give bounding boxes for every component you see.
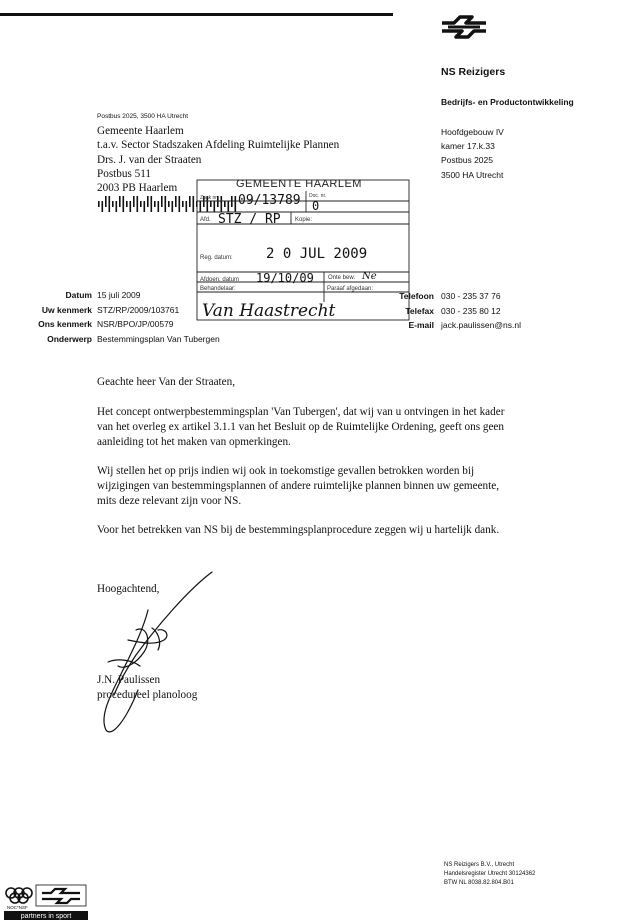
- footer-logo-sub: NOC*NSF: [7, 905, 28, 910]
- barcode-bar: [168, 201, 170, 207]
- recipient-line: t.a.v. Sector Stadszaken Afdeling Ruimtelijke Plannen: [97, 139, 340, 152]
- footer-line: NS Reizigers B.V., Utrecht: [444, 862, 515, 868]
- footer-line: BTW NL 8038.82.804.B01: [444, 879, 514, 886]
- barcode-bar: [98, 201, 100, 207]
- address-line: 3500 HA Utrecht: [441, 169, 504, 180]
- barcode-bar: [140, 201, 142, 207]
- barcode-bar: [116, 201, 118, 212]
- paragraph-line: Wij stellen het op prijs indien wij ook in toekomstige gevallen betrokken worden bij: [97, 465, 475, 477]
- contact-value: 030 - 235 80 12: [441, 305, 501, 316]
- paragraph-line: aanleiding tot het maken van opmerkingen.: [97, 436, 291, 449]
- stamp-onte-value: Ne: [362, 271, 377, 282]
- meta-values: [97, 288, 220, 346]
- address-line: kamer 17.k.33: [441, 141, 495, 152]
- paragraph-2: [97, 464, 583, 510]
- barcode-bar: [193, 196, 195, 212]
- barcode-bar: [151, 196, 153, 212]
- stamp-title: GEMEENTE HAARLEM: [236, 178, 362, 190]
- meta-label: Datum: [65, 290, 92, 300]
- ns-small-logo-icon: [36, 885, 86, 906]
- address-line: Hoofdgebouw IV: [441, 127, 504, 137]
- meta-value: Bestemmingsplan Van Tubergen: [97, 333, 220, 344]
- partners-in-sport-logo: [3, 883, 89, 920]
- department: Bedrijfs- en Productontwikkeling: [441, 97, 574, 107]
- barcode-bar: [133, 196, 135, 207]
- address-line: Postbus 2025: [441, 155, 493, 166]
- sender-line: Postbus 2025, 3500 HA Utrecht: [97, 113, 189, 120]
- meta-label: Onderwerp: [47, 333, 92, 344]
- paragraph-line: wijzigingen van bestemmingsplannen of andere ruimtelijke plannen binnen uw gemeente,: [97, 480, 500, 493]
- contact-values: [441, 289, 521, 333]
- company-name: NS Reizigers: [441, 66, 506, 78]
- barcode-bar: [123, 196, 125, 212]
- stamp-afdoen-value: 19/10/09: [256, 271, 314, 285]
- paragraph-line: Het concept ontwerpbestemmingsplan 'Van Tubergen', dat wij van u ontvingen in het kader: [97, 406, 505, 418]
- stamp-behandelaar-label: Behandelaar:: [200, 286, 236, 292]
- salutation: Geachte heer Van der Straaten,: [97, 376, 236, 388]
- barcode-bar: [130, 201, 132, 212]
- barcode-bar: [119, 196, 121, 207]
- stamp-afd-label: Afd.: [200, 217, 211, 223]
- barcode-bar: [137, 196, 139, 212]
- barcode-bar: [186, 201, 188, 212]
- stamp-kopie-label: Kopie:: [295, 217, 313, 223]
- company-address: [441, 125, 504, 182]
- meta-label: Ons kenmerk: [38, 319, 92, 329]
- contact-value: jack.paulissen@ns.nl: [441, 320, 521, 330]
- barcode-bar: [102, 201, 104, 212]
- closing: Hoogachtend,: [97, 583, 160, 595]
- barcode-bar: [172, 201, 174, 212]
- paragraph-line: mits deze relevant zijn voor NS.: [97, 495, 242, 508]
- paragraph-line: van het overleg ex artikel 3.1.1 van het Besluit op de Ruimtelijke Ordening, geeft ons geen: [97, 421, 504, 434]
- meta-labels: [10, 288, 92, 346]
- stamp-onte-label: Onte bew.: [328, 275, 356, 281]
- ns-logo-icon: [440, 14, 488, 40]
- contact-labels: [370, 289, 434, 333]
- top-rule: [0, 13, 393, 16]
- recipient-line: 2003 PB Haarlem: [97, 182, 178, 195]
- footer-logo-label: partners in sport: [20, 913, 72, 920]
- contact-label: E-mail: [408, 320, 434, 330]
- handwritten-signature: [88, 570, 218, 740]
- barcode-bar: [175, 196, 177, 207]
- contact-value: 030 - 235 37 76: [441, 291, 501, 301]
- meta-label: Uw kenmerk: [41, 304, 92, 315]
- barcode-bar: [189, 196, 191, 207]
- stamp-doc-value: 0: [312, 199, 320, 213]
- meta-value: STZ/RP/2009/103761: [97, 304, 180, 315]
- footer-company-info: [444, 861, 535, 887]
- stamp-afd-value: STZ / RP: [218, 212, 281, 227]
- barcode-bar: [154, 201, 156, 207]
- barcode-bar: [182, 201, 184, 207]
- paragraph-1: [97, 405, 583, 451]
- barcode-bar: [112, 201, 114, 207]
- meta-value: NSR/BPO/JP/00579: [97, 319, 174, 329]
- footer-line: Handelsregister Utrecht 30124362: [444, 870, 536, 877]
- barcode-bar: [147, 196, 149, 207]
- meta-value: 15 juli 2009: [97, 290, 141, 300]
- barcode-bar: [165, 196, 167, 212]
- signer-block: [97, 673, 197, 702]
- barcode-bar: [109, 196, 111, 212]
- signer-title: procedureel planoloog: [97, 688, 198, 701]
- stamp-reg-label: Reg. datum:: [200, 255, 233, 261]
- barcode-bar: [126, 201, 128, 207]
- recipient-line: Gemeente Haarlem: [97, 125, 184, 137]
- paragraph-3: [97, 523, 583, 538]
- stamp-zaak-value: 09/13789: [238, 193, 301, 208]
- recipient-line: Drs. J. van der Straaten: [97, 153, 202, 166]
- stamp-behandelaar-value: Van Haastrecht: [202, 301, 336, 321]
- recipient-line: Postbus 511: [97, 167, 151, 180]
- barcode-bar: [158, 201, 160, 212]
- stamp-reg-value: 2 0 JUL 2009: [266, 246, 368, 262]
- barcode-bar: [144, 201, 146, 212]
- barcode-bar: [179, 196, 181, 212]
- paragraph-line: Voor het betrekken van NS bij de bestemmingsplanprocedure zeggen wij u hartelijk dank.: [97, 524, 500, 536]
- stamp-zaak-label: Zaak nr.: [200, 195, 219, 201]
- stamp-paraaf-label: Paraaf afgedaan:: [327, 286, 374, 292]
- contact-label: Telefax: [405, 305, 434, 316]
- barcode-bar: [161, 196, 163, 207]
- barcode-bar: [105, 196, 107, 207]
- contact-label: Telefoon: [399, 291, 434, 301]
- stamp-afdoen-label: Afdoen. datum: [200, 277, 240, 283]
- stamp-doc-label: Doc. nr.: [309, 193, 327, 199]
- signer-name: J.N. Paulissen: [97, 674, 161, 686]
